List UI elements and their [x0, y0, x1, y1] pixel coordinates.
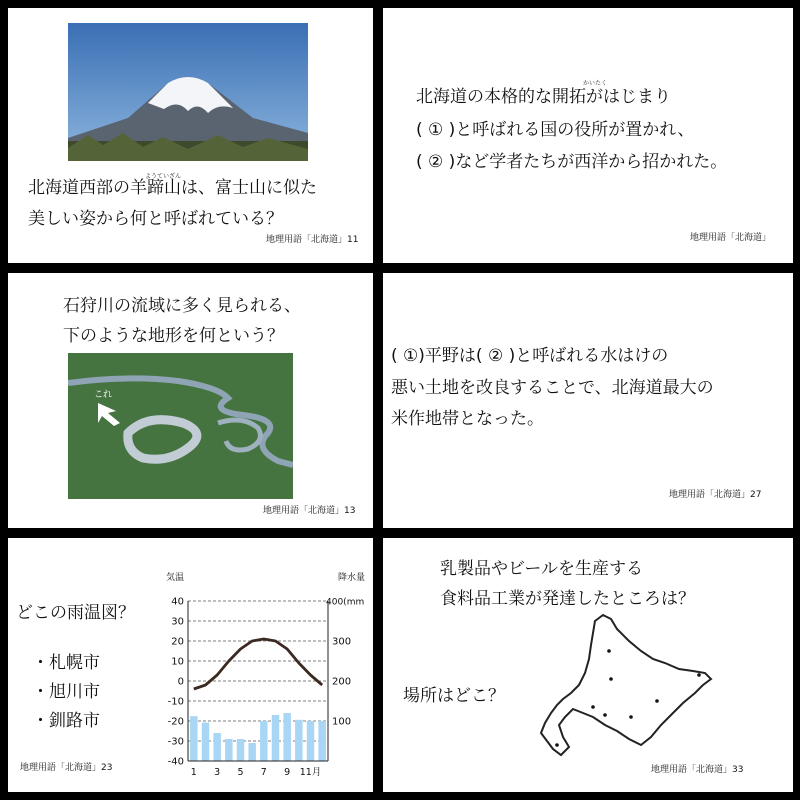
precipitation-bar — [190, 716, 197, 761]
option-asahikawa: ・旭川市 — [32, 682, 100, 702]
card-footer: 地理用語「北海道」33 — [651, 765, 744, 775]
map-dot — [555, 743, 559, 747]
month-tick-label: 11月 — [299, 767, 322, 778]
card-ishikari-plain — [383, 273, 793, 528]
question-line-2: 美しい姿から何と呼ばれている？ — [28, 209, 283, 229]
month-tick-label: 5 — [237, 767, 244, 778]
temperature-tick-label: 10 — [171, 656, 184, 668]
question-line-2: 食料品工業が発達したところは？ — [440, 589, 695, 609]
question-line-3: ( ② )など学者たちが西洋から招かれた。 — [416, 152, 728, 172]
card-yoteizan — [8, 8, 373, 263]
location-prompt: 場所はどこ？ — [403, 686, 505, 706]
precipitation-bar — [272, 715, 279, 761]
month-tick-label: 3 — [214, 767, 221, 778]
card-footer: 地理用語「北海道」27 — [669, 490, 762, 500]
temperature-tick-label: -30 — [167, 736, 184, 748]
temperature-tick-label: -40 — [167, 756, 184, 768]
card-food-industry — [383, 538, 793, 792]
card-footer: 地理用語「北海道」13 — [263, 506, 356, 516]
question-line-1: 乳製品やビールを生産する — [440, 559, 643, 579]
temperature-line — [194, 639, 322, 689]
river-meander-photo — [68, 353, 293, 499]
map-dot — [591, 705, 595, 709]
precipitation-tick-label: 100 — [332, 716, 352, 728]
map-dot — [609, 677, 613, 681]
precipitation-bar — [213, 733, 220, 761]
card-climate-graph — [8, 538, 373, 792]
temperature-tick-label: 20 — [171, 636, 184, 648]
map-dot — [629, 715, 633, 719]
precipitation-bar — [248, 743, 255, 761]
question-line-1: ( ①)平野は( ② )と呼ばれる水はけの — [391, 346, 669, 366]
precipitation-bar — [202, 723, 209, 761]
precipitation-bar — [237, 739, 244, 761]
precipitation-axis-label: 降水量 — [338, 573, 366, 583]
hokkaido-map — [533, 613, 718, 773]
option-kushiro: ・釧路市 — [32, 711, 100, 731]
question-line-1: 石狩川の流域に多く見られる、 — [63, 296, 301, 316]
question-line-1: 北海道の本格的な開拓がはじまり — [416, 87, 671, 107]
map-dot — [697, 673, 701, 677]
temperature-tick-label: -10 — [167, 696, 184, 708]
precipitation-bar — [225, 739, 232, 761]
precipitation-bar — [295, 720, 302, 761]
precipitation-top-label: 400(mm — [326, 597, 365, 608]
temperature-tick-label: 40 — [171, 596, 184, 608]
precipitation-bar — [307, 721, 314, 761]
option-sapporo: ・札幌市 — [32, 653, 100, 673]
question-line-3: 米作地帯となった。 — [391, 409, 544, 429]
temperature-tick-label: 0 — [177, 676, 184, 688]
precipitation-bar — [260, 721, 267, 761]
card-oxbow-lake — [8, 273, 373, 528]
climate-chart — [158, 566, 373, 781]
temperature-axis-label: 気温 — [166, 573, 185, 583]
card-footer: 地理用語「北海道」 — [690, 233, 772, 243]
question-line-2: ( ① )と呼ばれる国の役所が置かれ、 — [416, 120, 695, 140]
precipitation-tick-label: 300 — [332, 636, 352, 648]
month-tick-label: 1 — [190, 767, 197, 778]
temperature-tick-label: -20 — [167, 716, 184, 728]
card-footer: 地理用語「北海道」11 — [266, 235, 359, 245]
month-tick-label: 9 — [284, 767, 291, 778]
furigana-yoteizan: ようていざん — [145, 173, 182, 180]
furigana-kaitaku: かいたく — [583, 80, 608, 87]
question-line-1: 北海道西部の羊蹄山は、富士山に似た — [28, 178, 317, 198]
precipitation-bar — [318, 721, 325, 761]
mount-yotei-photo — [68, 23, 308, 161]
map-dot — [603, 713, 607, 717]
card-footer: 地理用語「北海道」23 — [20, 763, 113, 773]
precipitation-bar — [283, 713, 290, 761]
map-dot — [655, 699, 659, 703]
question-line-2: 悪い土地を改良することで、北海道最大の — [391, 378, 714, 398]
photo-label: これ — [94, 390, 113, 400]
card-kaitaku — [383, 8, 793, 263]
precipitation-tick-label: 200 — [332, 676, 352, 688]
temperature-tick-label: 30 — [171, 616, 184, 628]
month-tick-label: 7 — [260, 767, 267, 778]
question-line-2: 下のような地形を何という？ — [63, 326, 284, 346]
map-dot — [607, 649, 611, 653]
climate-question: どこの雨温図？ — [16, 603, 135, 623]
